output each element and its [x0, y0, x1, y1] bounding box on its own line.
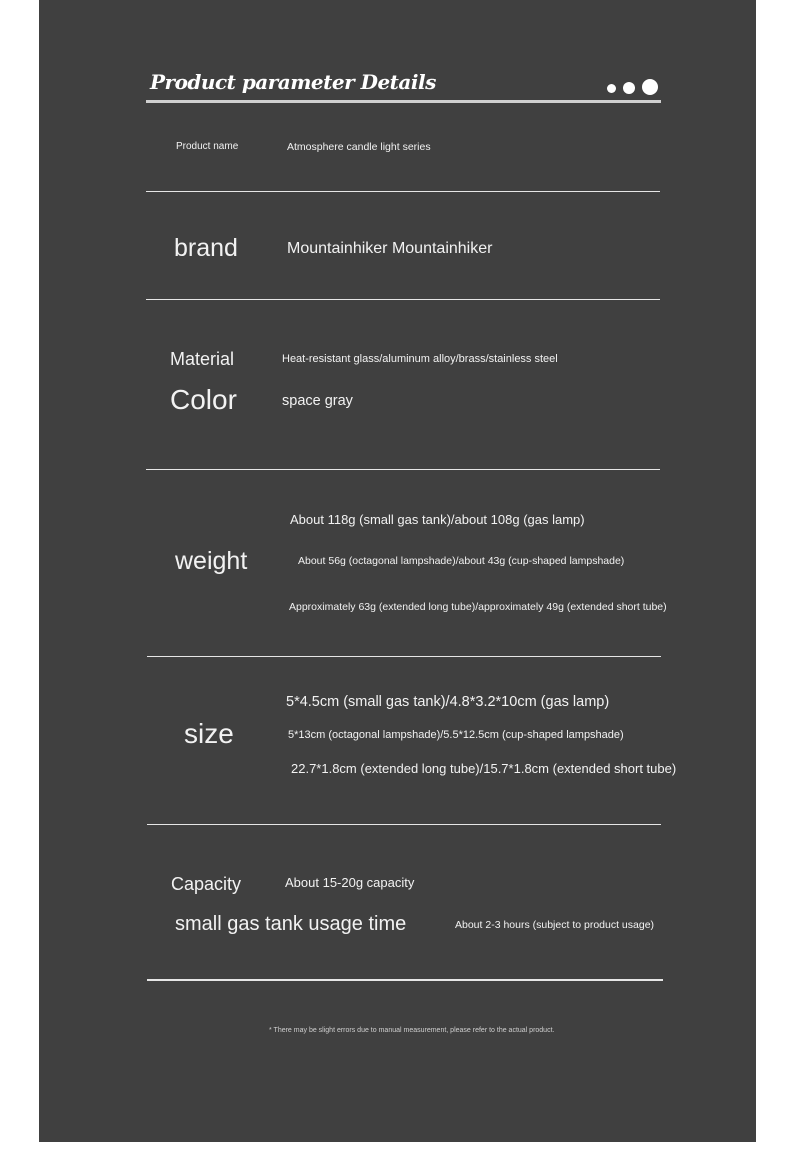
product-name-label: Product name [176, 141, 239, 152]
weight-value-1: About 118g (small gas tank)/about 108g (gas lamp) [290, 512, 585, 527]
footer-note: * There may be slight errors due to manual measurement, please refer to the actual product. [269, 1027, 555, 1034]
row-divider [146, 299, 660, 300]
size-label: size [184, 718, 234, 749]
brand-value: Mountainhiker Mountainhiker [287, 240, 493, 257]
page-title: Product parameter Details [150, 70, 436, 94]
weight-value-3: Approximately 63g (extended long tube)/approximately 49g (extended short tube) [289, 601, 667, 613]
weight-value-2: About 56g (octagonal lampshade)/about 43g (cup-shaped lampshade) [298, 555, 625, 567]
size-value-3: 22.7*1.8cm (extended long tube)/15.7*1.8cm (extended short tube) [291, 761, 677, 776]
row-divider [147, 824, 661, 825]
title-divider [146, 100, 661, 103]
dot-small-icon [607, 84, 616, 93]
size-value-2: 5*13cm (octagonal lampshade)/5.5*12.5cm (cup-shaped lampshade) [288, 729, 624, 741]
material-value: Heat-resistant glass/aluminum alloy/brass/stainless steel [282, 353, 558, 365]
capacity-value: About 15-20g capacity [285, 875, 415, 890]
parameter-panel [39, 0, 756, 1142]
color-label: Color [170, 384, 237, 415]
material-label: Material [170, 349, 235, 369]
row-divider [146, 469, 660, 470]
dot-medium-icon [623, 82, 635, 94]
usage-time-value: About 2-3 hours (subject to product usage) [455, 919, 655, 931]
usage-time-label: small gas tank usage time [175, 913, 407, 935]
dot-large-icon [642, 79, 658, 95]
color-value: space gray [282, 393, 353, 409]
weight-label: weight [175, 547, 248, 575]
row-divider [147, 656, 661, 657]
capacity-label: Capacity [171, 874, 242, 894]
product-name-value: Atmosphere candle light series [287, 141, 431, 153]
row-divider [146, 191, 660, 192]
size-value-1: 5*4.5cm (small gas tank)/4.8*3.2*10cm (gas lamp) [286, 694, 610, 710]
brand-label: brand [174, 234, 238, 262]
row-divider [147, 979, 663, 981]
